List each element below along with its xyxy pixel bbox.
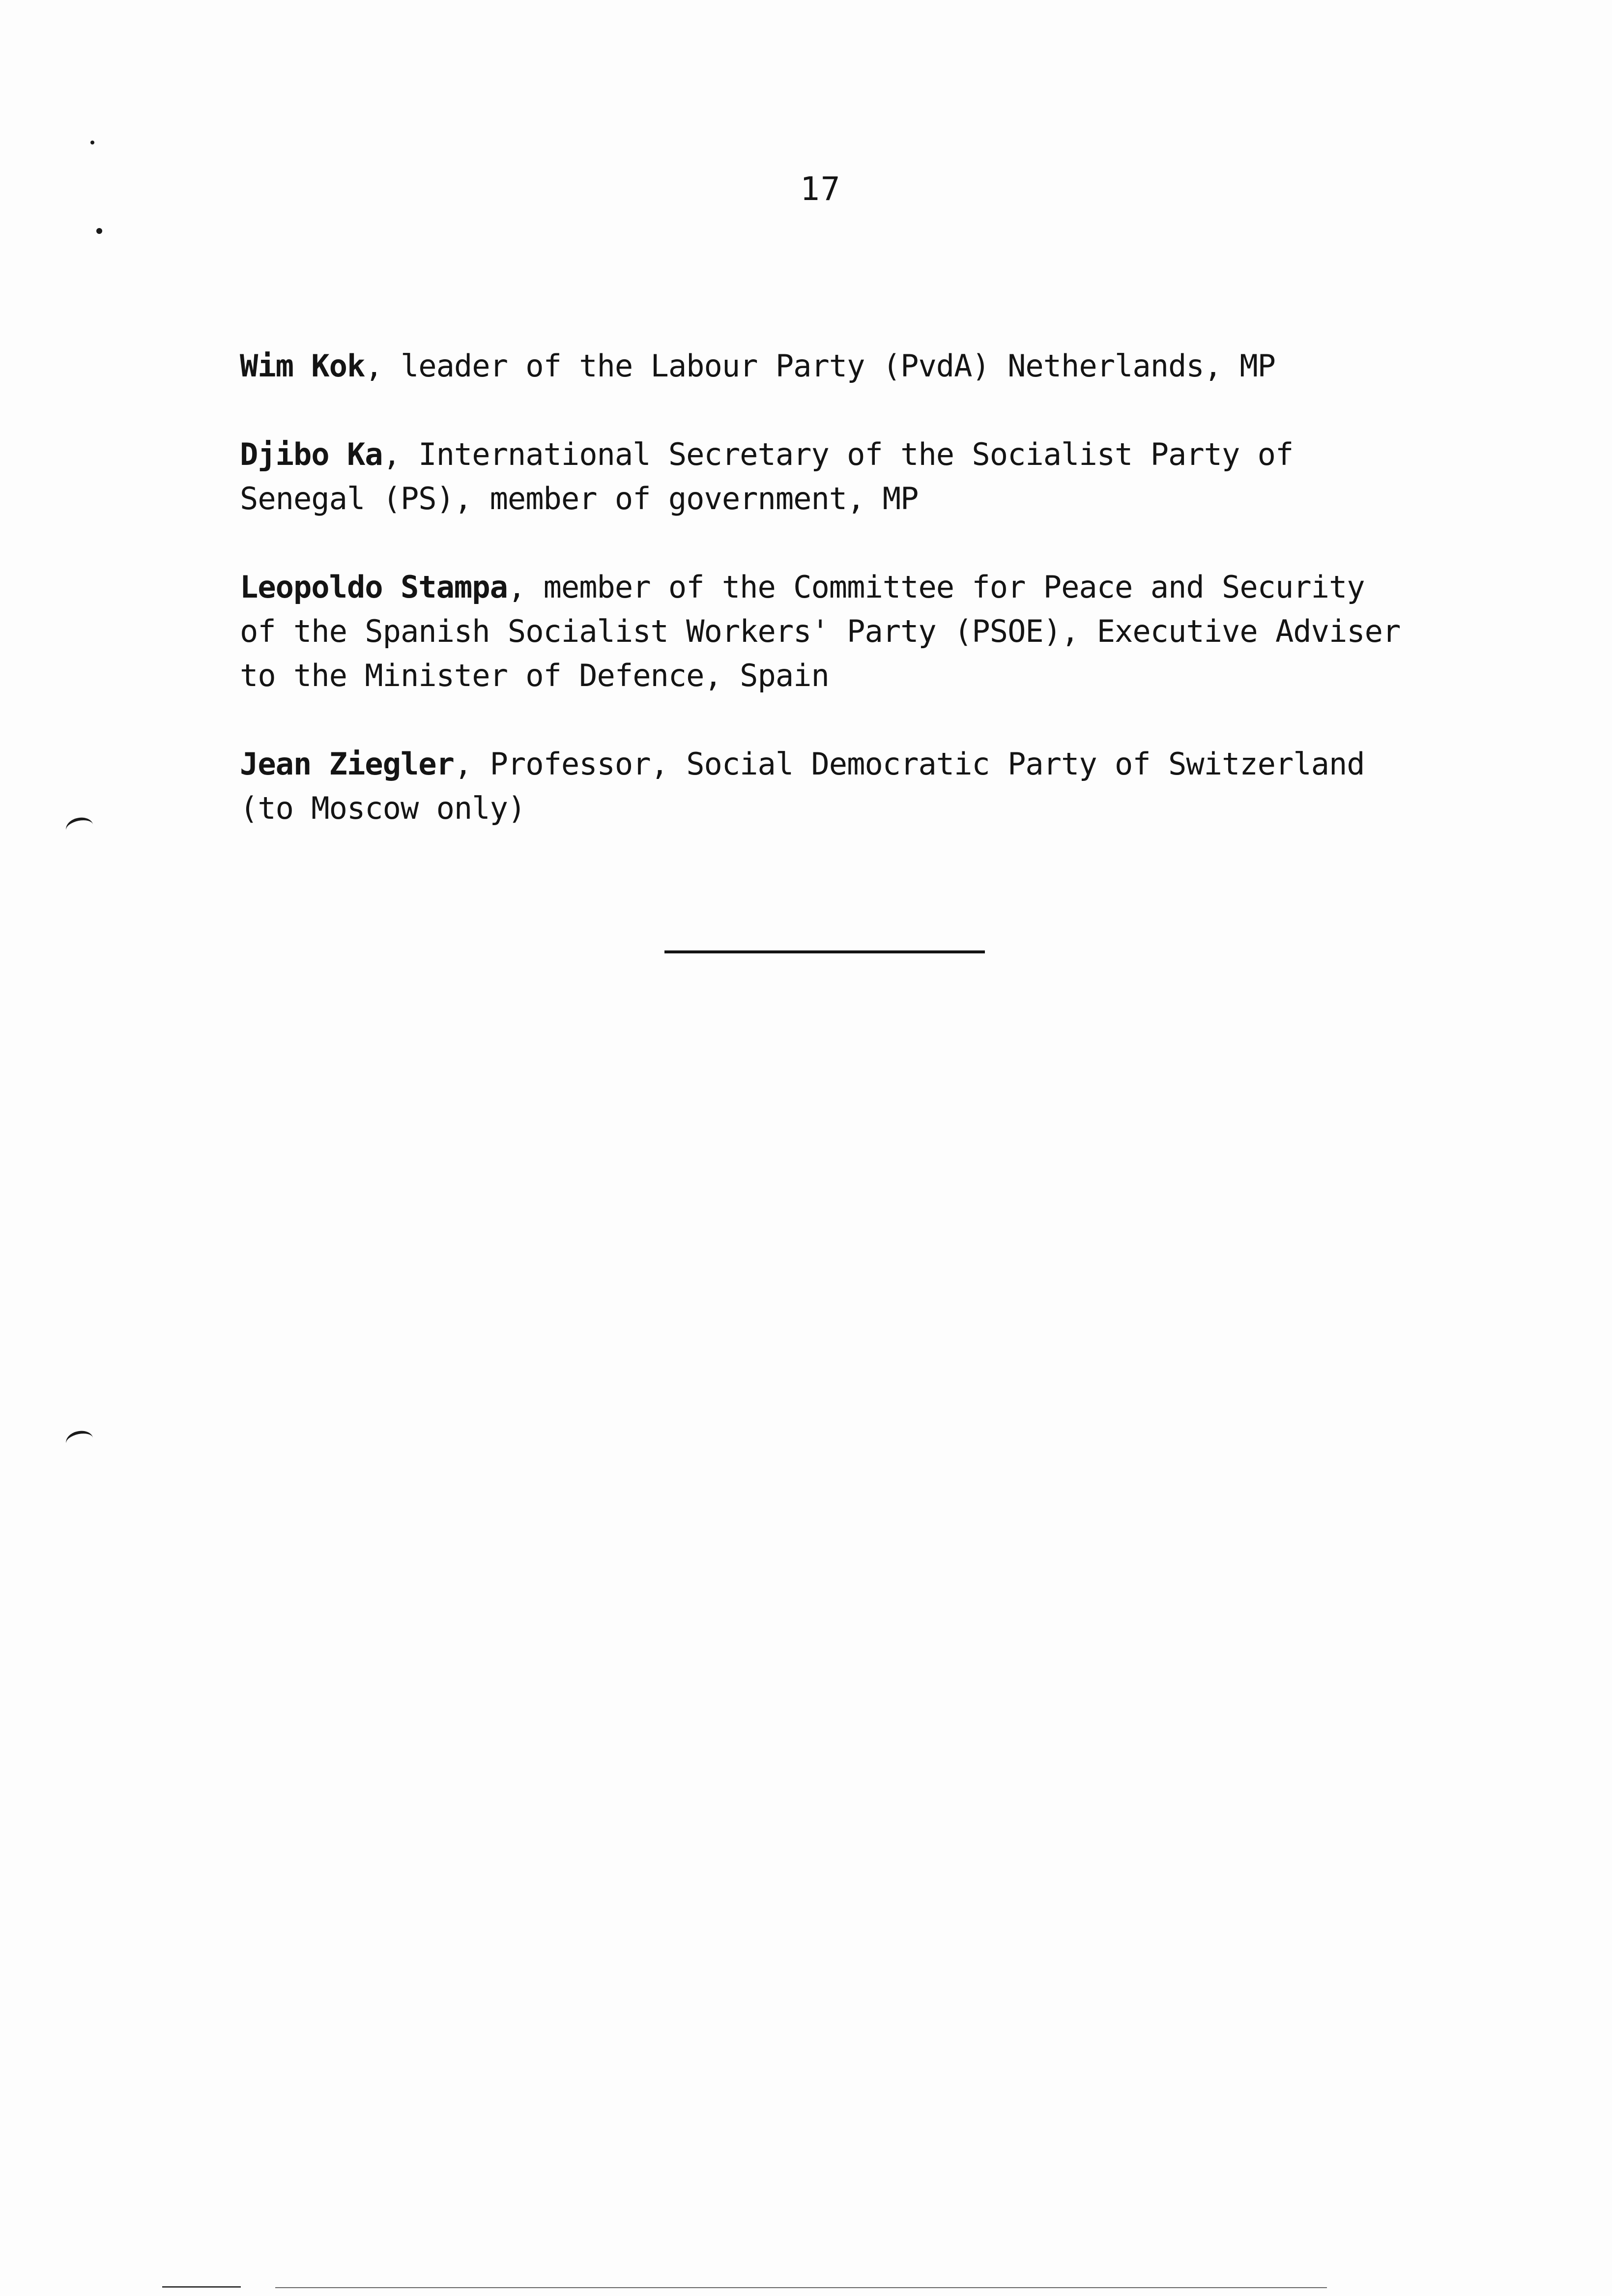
list-item <box>240 344 1410 388</box>
member-name: Jean Ziegler <box>240 746 454 782</box>
list-item <box>240 742 1410 831</box>
margin-mark <box>64 1429 95 1454</box>
scan-speck <box>90 141 94 144</box>
list-item <box>240 432 1410 521</box>
delegation-list <box>240 344 1410 875</box>
scan-edge-line <box>275 2287 1327 2288</box>
member-name: Wim Kok <box>240 348 365 384</box>
scan-edge-line <box>162 2286 241 2288</box>
margin-mark <box>64 815 95 840</box>
scan-speck <box>96 228 102 234</box>
member-name: Djibo Ka <box>240 436 383 472</box>
member-name: Leopoldo Stampa <box>240 569 508 605</box>
member-description: , member of the Committee for Peace and Security of the Spanish Socialist Workers' Party (PSOE), Executive Adviser to the Minister of Defence, Spain <box>240 569 1401 693</box>
list-item <box>240 565 1410 698</box>
member-description: , Professor, Social Democratic Party of Switzerland (to Moscow only) <box>240 746 1365 826</box>
page-number: 17 <box>800 170 841 208</box>
member-description: , leader of the Labour Party (PvdA) Netherlands, MP <box>365 348 1275 384</box>
member-description: , International Secretary of the Socialist Party of Senegal (PS), member of government, MP <box>240 436 1294 517</box>
end-rule <box>664 950 985 953</box>
